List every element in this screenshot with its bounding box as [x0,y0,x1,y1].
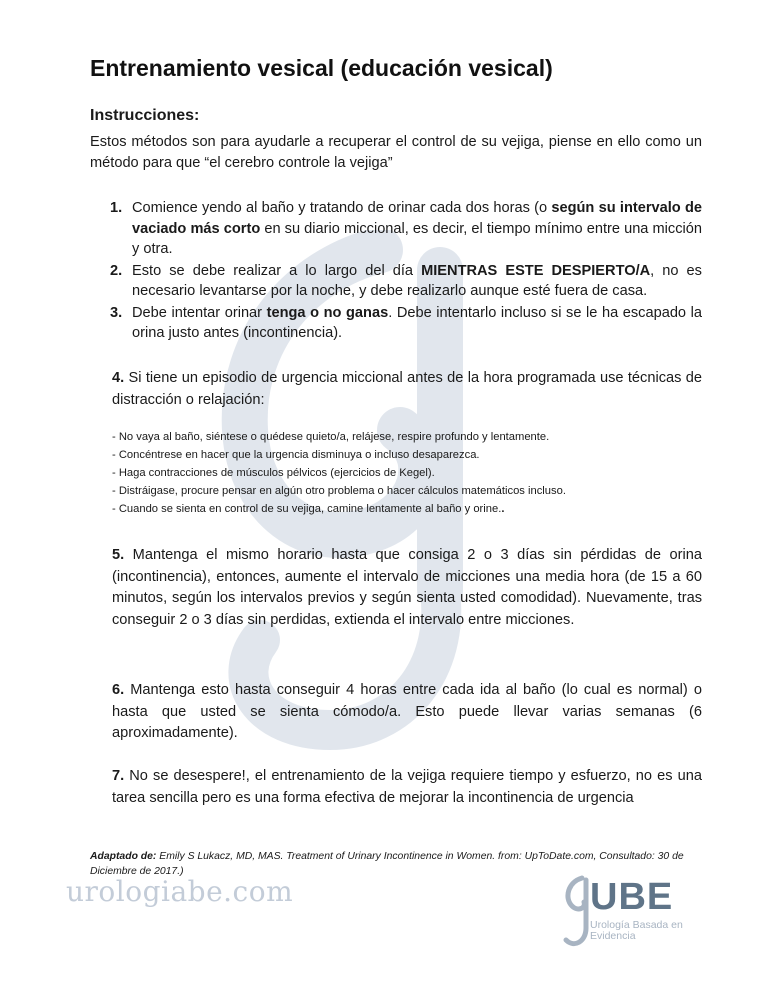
step-number: 3. [110,304,123,321]
source-label: Adaptado de: [90,851,157,862]
tip-item: - Distráigase, procure pensar en algún otro problema o hacer cálculos matemáticos incluso. [112,485,566,497]
instructions-heading: Instrucciones: [90,107,200,124]
step-number: 2. [110,262,123,279]
tip-item: - No vaya al baño, siéntese o quédese quieto/a, relájese, respire profundo y lentamente. [112,431,550,443]
step-3: 3. Debe intentar orinar tenga o no ganas. Debe intentarlo incluso si se le ha escapado la orina justo antes (incontinencia). [110,304,702,341]
relaxation-tips-list [112,428,702,518]
source-citation: Adaptado de: Emily S Lukacz, MD, MAS. Treatment of Urinary Incontinence in Women. from: UpToDate.com, Consultado: 30 de Diciembre de 2017.) [90,851,684,877]
step-2: 2. Esto se debe realizar a lo largo del día MIENTRAS ESTE DESPIERTO/A, no es necesario levantarse por la noche, y debe realizarlo aunque esté fuera de casa. [110,262,702,299]
tip-item: - Haga contracciones de músculos pélvicos (ejercicios de Kegel). [112,467,435,479]
intro-paragraph: Estos métodos son para ayudarle a recuperar el control de su vejiga, piense en ello como un método para que “el cerebro controle la vejiga” [90,134,702,171]
step-4: 4. Si tiene un episodio de urgencia miccional antes de la hora programada use técnicas de distracción o relajación: [112,370,702,408]
numbered-steps [110,198,702,345]
step-7: 7. No se desespere!, el entrenamiento de la vejiga requiere tiempo y esfuerzo, no es una tarea sencilla pero es una forma efectiva de mejorar la incontinencia de urgencia [112,768,702,806]
page-title: Entrenamiento vesical (educación vesical) [90,55,553,81]
step-number: 1. [110,200,123,216]
step-6: 6. Mantenga esto hasta conseguir 4 horas entre cada ida al baño (lo cual es normal) o hasta que usted se sienta cómodo/a. Esto puede llevar varias semanas (6 aproximadamente). [112,682,702,741]
logo-wordmark: UBE [590,876,674,918]
tip-item: - Concéntrese en hacer que la urgencia disminuya o incluso desaparezca. [112,449,480,461]
step-1: 1. Comience yendo al baño y tratando de orinar cada dos horas (o según su intervalo de vaciado más corto en su diario miccional, es decir, el tiempo mínimo entre una micción y otra. [110,200,702,257]
logo-subtitle: Urología Basada en Evidencia [590,919,683,942]
step-5: 5. Mantenga el mismo horario hasta que consiga 2 o 3 días sin pérdidas de orina (incontinencia), entonces, aumente el intervalo de micciones una media hora (de 15 a 60 minutos, según los intervalos previos y según sienta usted comodidad). Nuevamente, tras conseguir 2 o 3 días sin perdidas, extienda el intervalo entre micciones. [112,547,702,628]
tip-item: - Cuando se sienta en control de su vejiga, camine lentamente al baño y orine.. [112,503,505,515]
footer-url: urologiabe.com [66,875,294,908]
